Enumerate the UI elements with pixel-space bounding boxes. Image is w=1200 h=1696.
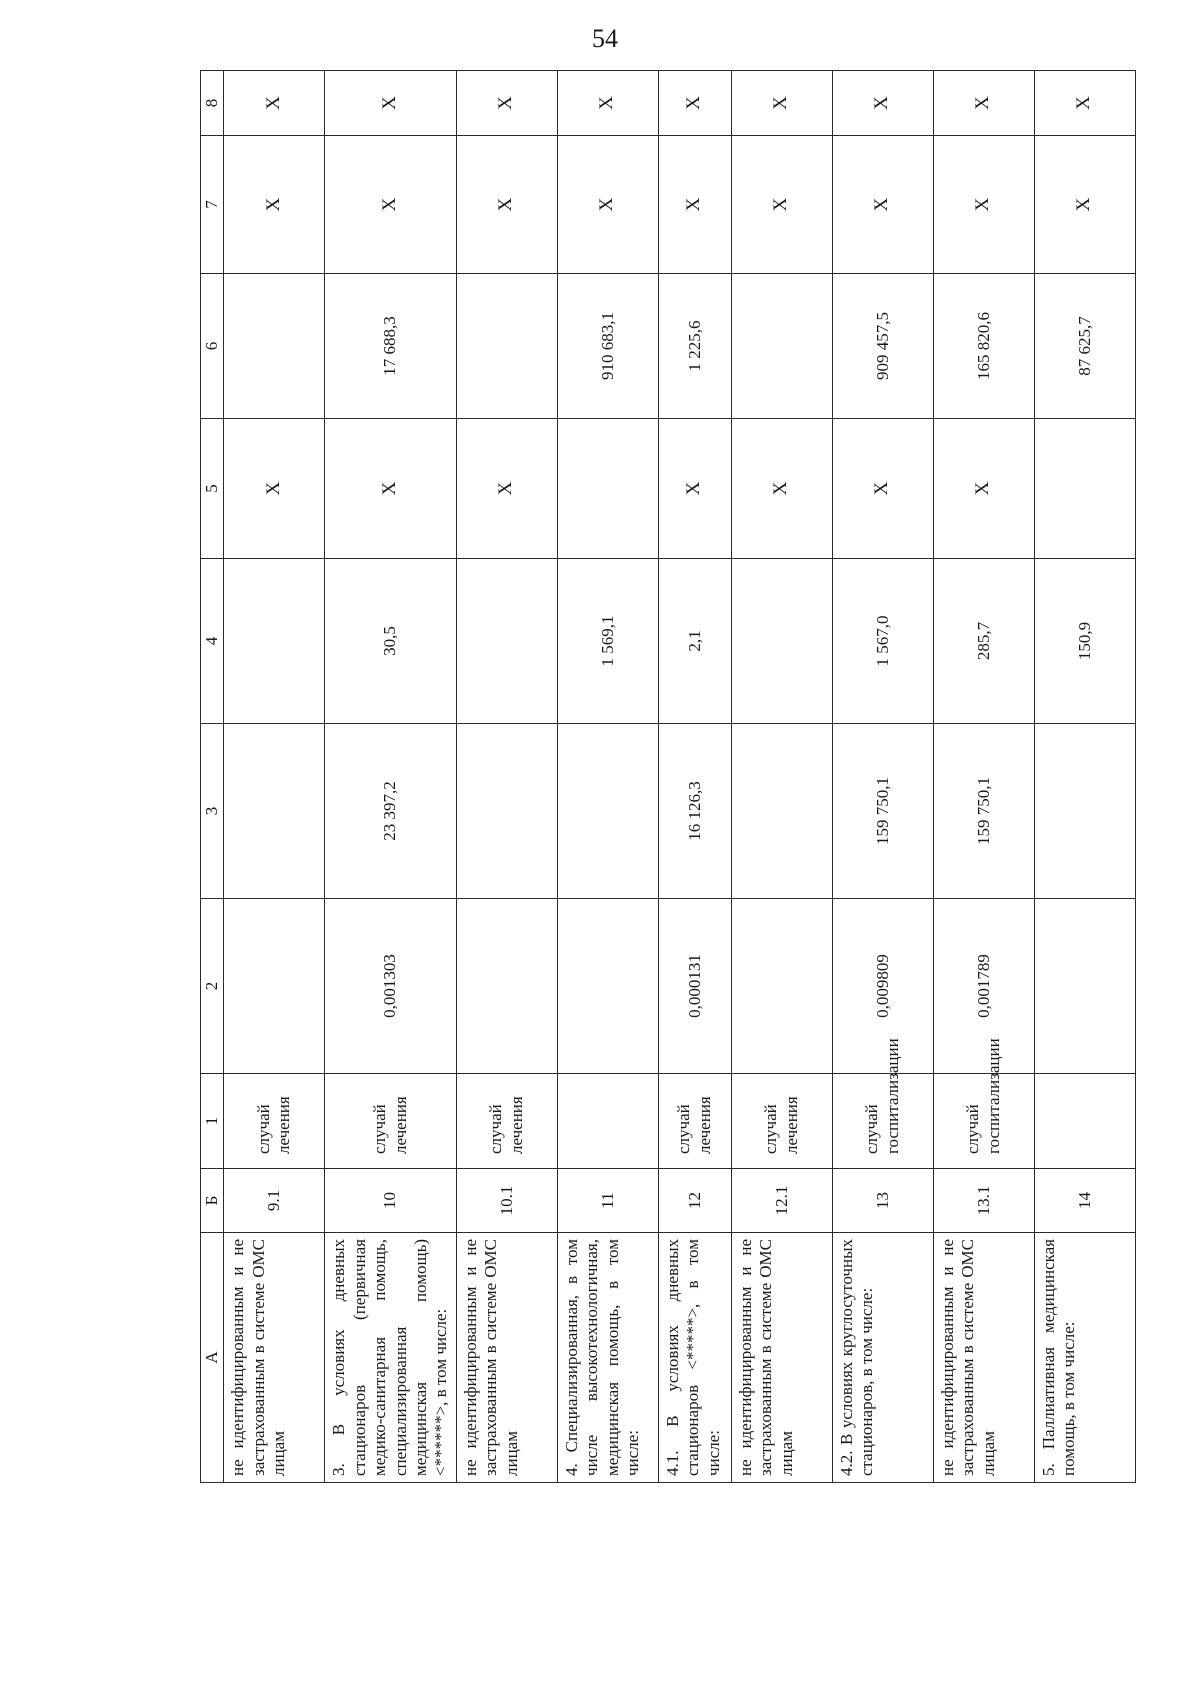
value-cell: 1 225,6 [658, 274, 731, 419]
unit-cell: случай лечения [731, 1074, 832, 1169]
value-cell [224, 724, 325, 899]
value-cell [1034, 899, 1135, 1074]
table-row [832, 71, 933, 1483]
value-cell [731, 724, 832, 899]
unit-cell [557, 1074, 658, 1169]
row-code: 11 [557, 1169, 658, 1233]
row-label: 4.2. В условиях круглосуточных стационаров, в том числе: [832, 1233, 933, 1483]
value-cell: X [658, 71, 731, 136]
value-cell: X [933, 136, 1034, 274]
value-cell: 159 750,1 [933, 724, 1034, 899]
value-cell [557, 419, 658, 559]
value-cell: 0,001789 [933, 899, 1034, 1074]
value-cell [224, 899, 325, 1074]
row-label: 3. В условиях дневных стационаров (первичная медико-санитарная помощь, специализированная медицинская помощь) <******>, в том числе: [325, 1233, 456, 1483]
table-row [731, 71, 832, 1483]
value-cell [456, 559, 557, 724]
page-number: 54 [592, 24, 618, 53]
value-cell: X [731, 136, 832, 274]
value-cell: 1 569,1 [557, 559, 658, 724]
row-label: 4.1. В условиях дневных стационаров <*****>, в том числе: [658, 1233, 731, 1483]
header-cell: А [201, 1233, 224, 1483]
value-cell: 909 457,5 [832, 274, 933, 419]
value-cell: 159 750,1 [832, 724, 933, 899]
header-cell: 2 [201, 899, 224, 1074]
unit-cell: случай госпитализации [832, 1074, 933, 1169]
value-cell: X [658, 136, 731, 274]
value-cell: 0,000131 [658, 899, 731, 1074]
value-cell: 0,001303 [325, 899, 456, 1074]
value-cell [731, 899, 832, 1074]
value-cell: 150,9 [1034, 559, 1135, 724]
unit-cell: случай лечения [224, 1074, 325, 1169]
unit-cell: случай лечения [658, 1074, 731, 1169]
value-cell: X [224, 71, 325, 136]
value-cell: X [224, 419, 325, 559]
value-cell: X [325, 136, 456, 274]
value-cell: 87 625,7 [1034, 274, 1135, 419]
header-cell: 5 [201, 419, 224, 559]
value-cell [1034, 724, 1135, 899]
row-code: 12 [658, 1169, 731, 1233]
value-cell: 1 567,0 [832, 559, 933, 724]
value-cell: X [658, 419, 731, 559]
data-table [200, 70, 1136, 1483]
value-cell: 16 126,3 [658, 724, 731, 899]
row-label: не идентифицированным и не застрахованным в системе ОМС лицам [224, 1233, 325, 1483]
header-cell: 1 [201, 1074, 224, 1169]
header-cell: Б [201, 1169, 224, 1233]
value-cell: 2,1 [658, 559, 731, 724]
table-container [200, 98, 1112, 1483]
table-row [325, 71, 456, 1483]
header-cell: 6 [201, 274, 224, 419]
row-code: 13.1 [933, 1169, 1034, 1233]
value-cell: 165 820,6 [933, 274, 1034, 419]
row-label: не идентифицированным и не застрахованным в системе ОМС лицам [731, 1233, 832, 1483]
unit-cell: случай лечения [456, 1074, 557, 1169]
unit-cell: случай лечения [325, 1074, 456, 1169]
value-cell: 910 683,1 [557, 274, 658, 419]
value-cell [224, 274, 325, 419]
table-row [224, 71, 325, 1483]
row-label: 4. Специализированная, в том числе высокотехнологичная, медицинская помощь, в том числе: [557, 1233, 658, 1483]
value-cell: X [933, 71, 1034, 136]
value-cell: X [1034, 136, 1135, 274]
value-cell [557, 724, 658, 899]
value-cell [1034, 419, 1135, 559]
value-cell: X [224, 136, 325, 274]
value-cell: X [832, 136, 933, 274]
value-cell: X [933, 419, 1034, 559]
value-cell: X [832, 71, 933, 136]
value-cell [731, 274, 832, 419]
row-label: не идентифицированным и не застрахованным в системе ОМС лицам [933, 1233, 1034, 1483]
value-cell [557, 899, 658, 1074]
value-cell: X [832, 419, 933, 559]
row-code: 13 [832, 1169, 933, 1233]
value-cell [731, 559, 832, 724]
row-label: не идентифицированным и не застрахованным в системе ОМС лицам [456, 1233, 557, 1483]
header-cell: 3 [201, 724, 224, 899]
value-cell: 285,7 [933, 559, 1034, 724]
header-cell: 7 [201, 136, 224, 274]
value-cell [456, 274, 557, 419]
value-cell: 17 688,3 [325, 274, 456, 419]
table-row [658, 71, 731, 1483]
table-row [456, 71, 557, 1483]
value-cell: X [731, 71, 832, 136]
value-cell: X [325, 71, 456, 136]
row-label: 5. Паллиативная медицинская помощь, в том числе: [1034, 1233, 1135, 1483]
row-code: 10.1 [456, 1169, 557, 1233]
table-row [557, 71, 658, 1483]
value-cell: 0,009809 [832, 899, 933, 1074]
value-cell: X [456, 136, 557, 274]
row-code: 14 [1034, 1169, 1135, 1233]
header-cell: 8 [201, 71, 224, 136]
value-cell [224, 559, 325, 724]
row-code: 9.1 [224, 1169, 325, 1233]
table-row [1034, 71, 1135, 1483]
table-row [933, 71, 1034, 1483]
value-cell: X [731, 419, 832, 559]
value-cell: X [557, 136, 658, 274]
value-cell: 23 397,2 [325, 724, 456, 899]
header-cell: 4 [201, 559, 224, 724]
value-cell: X [1034, 71, 1135, 136]
value-cell [456, 899, 557, 1074]
unit-cell [1034, 1074, 1135, 1169]
unit-cell: случай госпитализации [933, 1074, 1034, 1169]
row-code: 12.1 [731, 1169, 832, 1233]
value-cell: X [456, 71, 557, 136]
value-cell: X [456, 419, 557, 559]
row-code: 10 [325, 1169, 456, 1233]
value-cell: X [325, 419, 456, 559]
header-row [201, 71, 224, 1483]
value-cell: 30,5 [325, 559, 456, 724]
value-cell [456, 724, 557, 899]
value-cell: X [557, 71, 658, 136]
